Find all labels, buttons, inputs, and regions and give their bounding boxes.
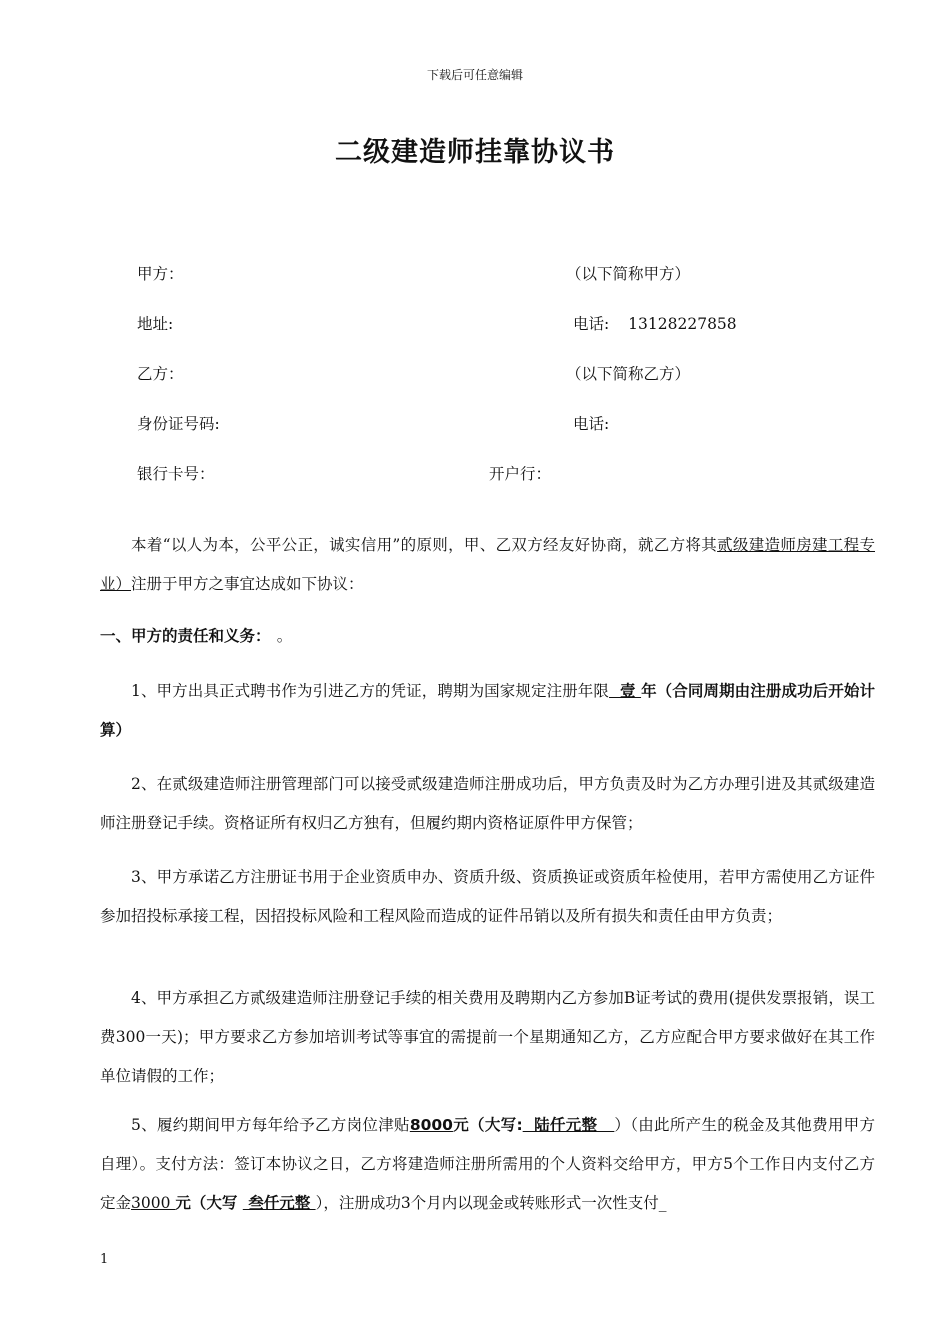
clause-5 — [100, 1106, 875, 1223]
clause-5-text-4: 元（大写 — [175, 1194, 243, 1212]
clause-2: 2、在贰级建造师注册管理部门可以接受贰级建造师注册成功后，甲方负责及时为乙方办理引进及其贰级建造师注册登记手续。资格证所有权归乙方独有，但履约期内资格证原件甲方保管； — [100, 775, 875, 832]
party-a-label: 甲方： — [137, 265, 184, 283]
intro-text-2: 注册于甲方之事宜达成如下协议： — [131, 575, 364, 593]
clause-5-deposit-words: 叁仟元整 — [242, 1194, 316, 1212]
clause-5-deposit: 3000 — [131, 1194, 176, 1212]
intro-underlined: 贰级建造师房建工程专业） — [100, 536, 875, 593]
clause-3: 3、甲方承诺乙方注册证书用于企业资质申办、资质升级、资质换证或资质年检使用，若甲方需使用乙方证件参加招投标承接工程，因招投标风险和工程风险而造成的证件吊销以及所有损失和责任由甲方负责； — [100, 868, 875, 925]
clause-5-allowance-words: 陆仟元整 — [522, 1116, 615, 1134]
clause-5-allowance: 8000 — [409, 1116, 453, 1134]
document-title: 二级建造师挂靠协议书 — [335, 137, 615, 168]
section-1-heading-dot: 。 — [276, 627, 293, 645]
party-b-label: 乙方： — [137, 365, 184, 383]
section-1-heading-text: 一、甲方的责任和义务： — [100, 627, 263, 645]
bank-card-label: 银行卡号： — [137, 465, 215, 483]
clause-5-trailing: _ — [658, 1194, 667, 1212]
clause-5-text-5: ），注册成功3个月内以现金或转账形式一次性支付 — [315, 1194, 659, 1212]
clause-4: 4、甲方承担乙方贰级建造师注册登记手续的相关费用及聘期内乙方参加B证考试的费用(提供发票报销，误工费300一天)；甲方要求乙方参加培训考试等事宜的需提前一个星期通知乙方，乙方应配合甲方要求做好在其工作单位请假的工作； — [100, 989, 875, 1085]
header-note: 下载后可任意编辑 — [426, 68, 523, 82]
intro-text-1: 本着“以人为本，公平公正，诚实信用”的原则，甲、乙双方经友好协商，就乙方将其 — [131, 536, 718, 554]
bank-label: 开户行： — [489, 465, 552, 483]
clause-5-text-3: ）（由此所产生的税金及其他费用甲方自理）。支付方法：签订本协议之日，乙方将建造师注册所需用的个人资料交给甲方，甲方5个工作日内支付乙方定金 — [100, 1116, 875, 1212]
phone-value-a: 13128227858 — [628, 315, 737, 333]
intro-paragraph — [100, 526, 875, 604]
clause-1-years: 壹 — [608, 682, 642, 700]
section-1-heading — [100, 624, 292, 646]
clause-1 — [100, 672, 875, 750]
party-a-phone — [573, 312, 737, 334]
id-number-label: 身份证号码: — [137, 415, 220, 433]
clause-5-text-1: 5、履约期间甲方每年给予乙方岗位津贴 — [131, 1116, 410, 1134]
phone-label-b: 电话: — [573, 415, 610, 433]
clause-5-text-2: 元（大写: — [452, 1116, 523, 1134]
clause-1-text-1: 1、甲方出具正式聘书作为引进乙方的凭证，聘期为国家规定注册年限 — [131, 682, 609, 700]
party-a-note: （以下简称甲方） — [566, 265, 691, 283]
address-label: 地址: — [137, 315, 174, 333]
phone-label-a: 电话: — [573, 315, 610, 333]
party-b-note: （以下简称乙方） — [566, 365, 691, 383]
clause-1-text-2: 年（合同周期由注册成功后开始计算） — [100, 682, 875, 739]
page-number: 1 — [100, 1252, 109, 1267]
